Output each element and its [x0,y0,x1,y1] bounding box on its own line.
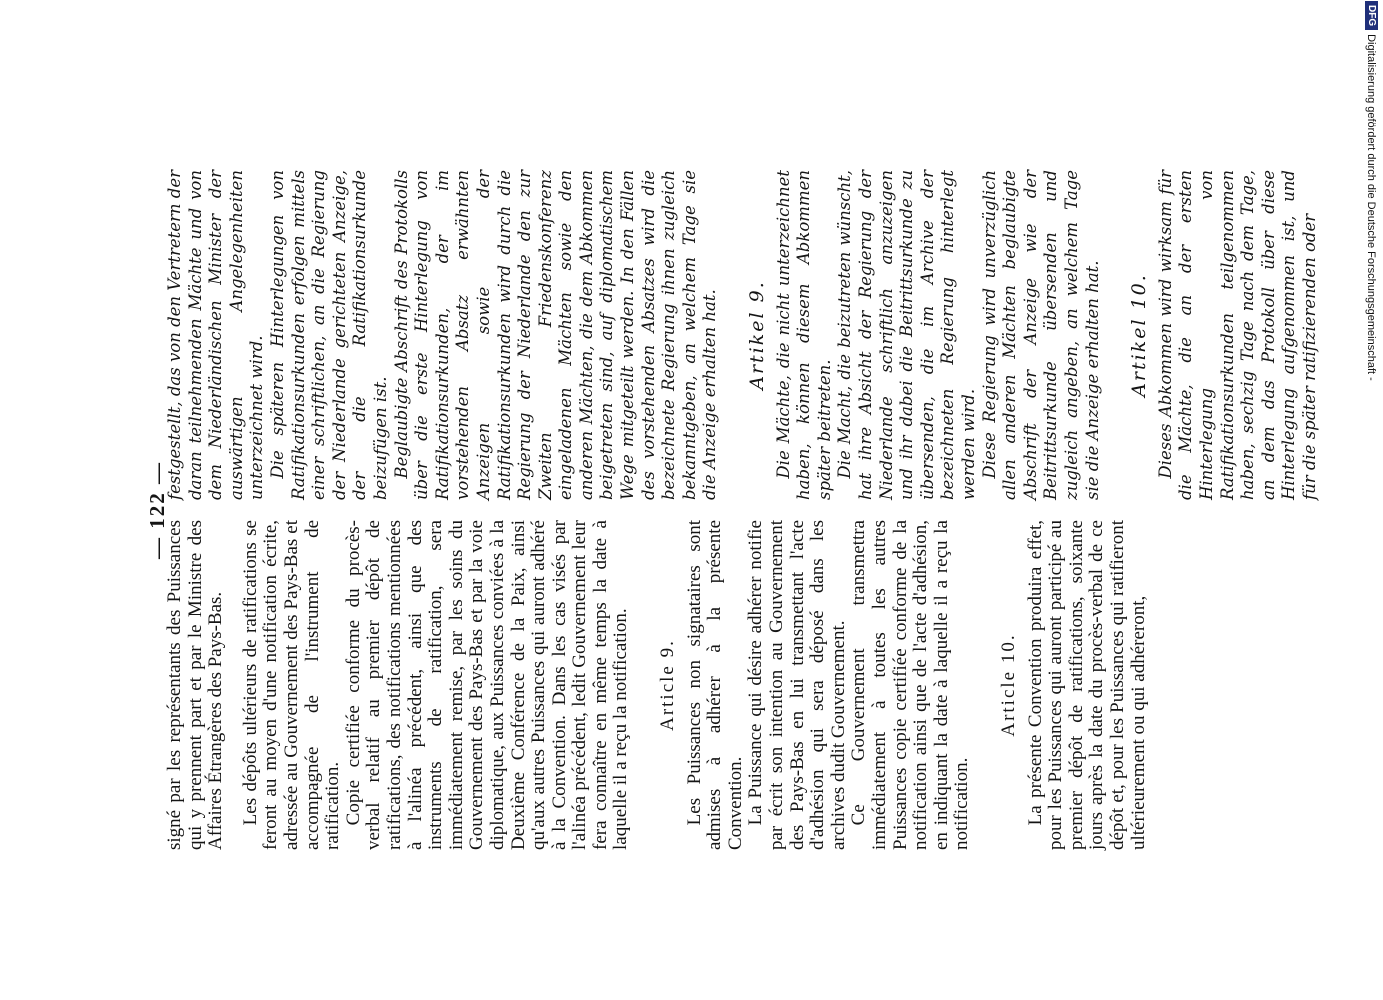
dfg-logo: DFG [1365,1,1378,30]
german-column [165,170,1320,500]
de-article-9-heading: Artikel 9. [746,280,769,390]
de-certified-copy-paragraph: Beglaubigte Abschrift des Protokolls über die erste Hinterlegung von Ratifikationsurkunden, der im vorstehenden Absatz erwähnten Anzeigen sowie der Ratifikationsurkunden wird durch die Regierung der Niederlande den zur Zweiten Friedenskonferenz eingeladenen Mächten sowie den anderen Mächten, die dem Abkommen beigetreten sind, auf diplomatischem Wege mitgeteilt werden. In den Fällen des vorstehenden Absatzes wird die bezeichnete Regierung ihnen zugleich bekanntgeben, an welchem Tage sie die Anzeige erhalten hat. [391,170,720,500]
treaty-page [140,170,1319,850]
credit-text: Digitalisierung gefördert durch die Deutsche Forschungsgemeinschaft - [1365,34,1378,381]
digitization-credit [1365,1,1378,381]
fr-article-10-paragraph-1: La présente Convention produira effet, pour les Puissances qui auront participé au premier dépôt de ratifications, soixante jours après la date du procès-verbal de ce dépôt et, pour les Puissances qui ratifieront ultérieurement ou qui adhéreront, [1024,520,1149,850]
french-column [165,520,1149,850]
de-article-9-paragraph-3: Diese Regierung wird unverzüglich allen anderen Mächten beglaubigte Abschrift der Anzeige wie der Beitrittsurkunde übersenden und zugleich angeben, an welchem Tage sie die Anzeige erhalten hat. [979,170,1102,500]
fr-opening-text: signé par les représentants des Puissances qui y prennent part et par le Ministre des Affaires Étrangères des Pays-Bas. [164,520,227,850]
fr-article-9-paragraph-1: Les Puissances non signataires sont admises à adhérer à la présente Convention. [683,520,746,850]
de-later-deposits-paragraph: Die späteren Hinterlegungen von Ratifikationsurkunden erfolgen mittels einer schriftlichen, an die Regierung der Niederlande gerichteten Anzeige, der die Ratifikationsurkunde beizufügen ist. [267,170,390,500]
de-opening-text: festgestellt, das von den Vertretern der daran teilnehmenden Mächte und von dem Niederländischen Minister der auswärtigen Angelegenheiten unterzeichnet wird. [165,170,267,500]
fr-certified-copy-paragraph: Copie certifiée conforme du procès-verbal relatif au premier dépôt de ratifications, des notifications mentionnées à l'alinéa précédent, ainsi que des instruments de ratification, sera immédiatement remise, par les soins du Gouvernement des Pays-Bas et par la voie diplomatique, aux Puissances conviées à la Deuxième Conférence de la Paix, ainsi qu'aux autres Puissances qui auront adhéré à la Convention. Dans les cas visés par l'alinéa précédent, ledit Gouvernement leur fera connaître en même temps la date à laquelle il a reçu la notification. [342,520,632,850]
fr-ratification-deposits-paragraph: Les dépôts ultérieurs de ratifications se feront au moyen d'une notification écrite, adressée au Gouvernement des Pays-Bas et accompagnée de l'instrument de ratification. [239,520,344,850]
fr-article-10-heading: Article 10. [997,633,1019,737]
fr-article-9-paragraph-3: Ce Gouvernement transmettra immédiatement à toutes les autres Puissances copie certifiée conforme de la notification ainsi que de l'acte d'adhésion, en indiquant la date à laquelle il a reçu la notification. [848,520,973,850]
de-article-9-paragraph-1: Die Mächte, die nicht unterzeichnet haben, können diesem Abkommen später beitreten. [773,170,834,500]
de-article-10-paragraph-1: Dieses Abkommen wird wirksam für die Mächte, die an der ersten Hinterlegung von Ratifikationsurkunden teilgenommen haben, sechzig Tage nach dem Tage, an dem das Protokoll über diese Hinterlegung aufgenommen ist, und für die später ratifizierenden oder [1155,170,1319,500]
fr-article-9-heading: Article 9. [657,639,679,731]
page-number: — 122 — [145,461,169,559]
fr-article-9-paragraph-2: La Puissance qui désire adhérer notifie par écrit son intention au Gouvernement des Pays-Bas en lui transmettant l'acte d'adhésion qui sera déposé dans les archives dudit Gouvernement. [745,520,849,850]
de-article-9-paragraph-2: Die Macht, die beizutreten wünscht, hat ihre Absicht der Regierung der Niederlande schriftlich anzuzeigen und ihr dabei die Beitrittsurkunde zu übersenden, die im Archive der bezeichneten Regierung hinterlegt werden wird. [835,170,978,500]
de-article-10-heading: Artikel 10. [1128,273,1151,397]
